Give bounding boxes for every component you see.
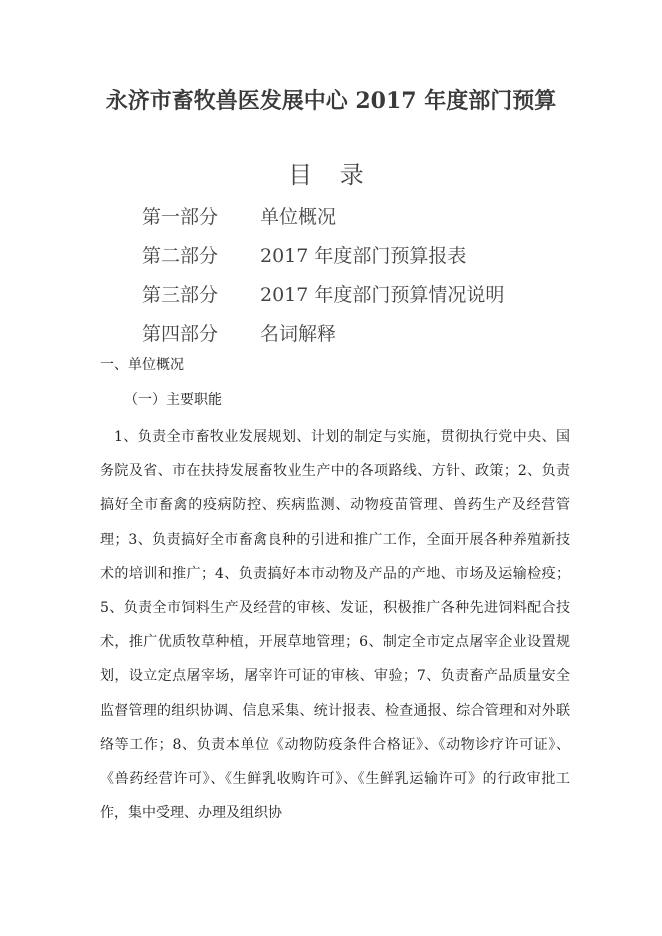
document-title: 永济市畜牧兽医发展中心 2017 年度部门预算 bbox=[105, 88, 557, 114]
toc-item-part-4 bbox=[142, 315, 504, 354]
main-functions-paragraph: 1、负责全市畜牧业发展规划、计划的制定与实施，贯彻执行党中央、国务院及省、市在扶持发展畜牧业生产中的各项路线、方针、政策；2、负责搞好全市畜禽的疫病防控、疾病监测、动物疫苗管理、兽药生产及经营管理；3、负责搞好全市畜禽良种的引进和推广工作，全面开展各种养殖新技术的培训和推广；4、负责搞好本市动物及产品的产地、市场及运输检疫；5、负责全市饲料生产及经营的审核、发证，积极推广各种先进饲料配合技术，推广优质牧草种植，开展草地管理；6、制定全市定点屠宰企业设置规划，设立定点屠宰场，屠宰许可证的审核、审验；7、负责畜产品质量安全监督管理的组织协调、信息采集、统计报表、检查通报、综合管理和对外联络等工作；8、负责本单位《动物防疫条件合格证》、《动物诊疗许可证》、《兽药经营许可》、《生鲜乳收购许可》、《生鲜乳运输许可》的行政审批工作，集中受理、办理及组织协 bbox=[100, 429, 570, 822]
toc-part-label: 第三部分 bbox=[142, 284, 219, 306]
toc-part-label: 第一部分 bbox=[142, 206, 219, 228]
toc-item-part-1 bbox=[142, 198, 504, 237]
section-heading-unit-overview: 一、单位概况 bbox=[100, 357, 184, 373]
toc-part-label: 第四部分 bbox=[142, 323, 219, 345]
toc-item-part-2 bbox=[142, 237, 504, 276]
table-of-contents bbox=[142, 198, 504, 354]
toc-heading: 目 录 bbox=[288, 161, 374, 189]
toc-part-name: 2017 年度部门预算情况说明 bbox=[260, 284, 505, 306]
toc-item-part-3 bbox=[142, 276, 504, 315]
toc-part-name: 名词解释 bbox=[260, 323, 337, 345]
toc-part-label: 第二部分 bbox=[142, 245, 219, 267]
subsection-heading-main-functions: （一）主要职能 bbox=[124, 392, 222, 408]
toc-part-name: 单位概况 bbox=[260, 206, 337, 228]
toc-part-name: 2017 年度部门预算报表 bbox=[260, 245, 467, 267]
